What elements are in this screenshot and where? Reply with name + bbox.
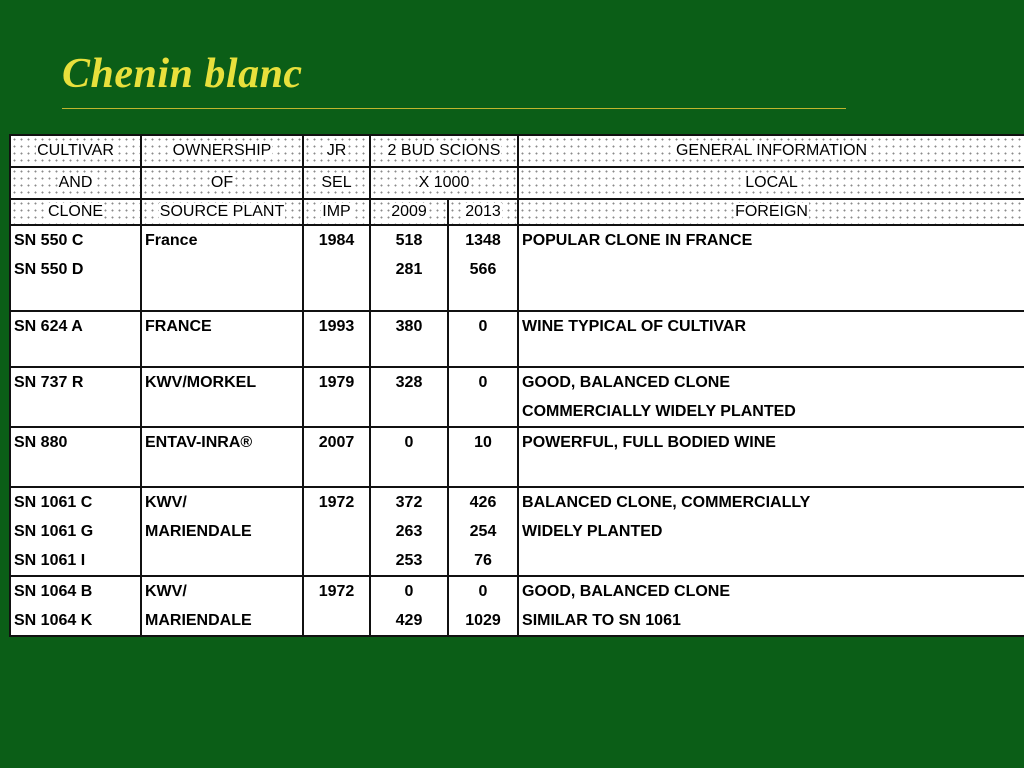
header-jr: IMP xyxy=(303,199,370,225)
scions-2013-cell: 10 xyxy=(448,427,518,487)
table-row xyxy=(10,427,1024,487)
year-cell: 1972 xyxy=(303,487,370,576)
clone-table xyxy=(9,134,1024,637)
year-cell: 1979 xyxy=(303,367,370,427)
header-ownership: OF xyxy=(141,167,303,199)
clone-cell: SN 624 A xyxy=(10,311,141,367)
scions-2009-cell: 372 263 253 xyxy=(370,487,448,576)
info-cell: BALANCED CLONE, COMMERCIALLY WIDELY PLANTED xyxy=(518,487,1024,576)
owner-cell: ENTAV-INRA® xyxy=(141,427,303,487)
header-jr: SEL xyxy=(303,167,370,199)
header-jr: JR xyxy=(303,135,370,167)
scions-2009-cell: 0 429 xyxy=(370,576,448,636)
owner-cell: FRANCE xyxy=(141,311,303,367)
header-row xyxy=(10,167,1024,199)
owner-cell: France xyxy=(141,225,303,311)
scions-2009-cell: 380 xyxy=(370,311,448,367)
scions-2013-cell: 0 xyxy=(448,311,518,367)
scions-2013-cell: 426 254 76 xyxy=(448,487,518,576)
scions-2009-cell: 0 xyxy=(370,427,448,487)
header-year-2009: 2009 xyxy=(370,199,448,225)
scions-2013-cell: 0 xyxy=(448,367,518,427)
table-row xyxy=(10,311,1024,367)
owner-cell: KWV/ MARIENDALE xyxy=(141,487,303,576)
table-row xyxy=(10,487,1024,576)
info-cell: POPULAR CLONE IN FRANCE xyxy=(518,225,1024,311)
header-general-information: FOREIGN xyxy=(518,199,1024,225)
year-cell: 1993 xyxy=(303,311,370,367)
title-divider xyxy=(62,108,846,109)
header-scions: X 1000 xyxy=(370,167,518,199)
clone-cell: SN 880 xyxy=(10,427,141,487)
header-ownership: OWNERSHIP xyxy=(141,135,303,167)
header-ownership: SOURCE PLANT xyxy=(141,199,303,225)
header-general-information: GENERAL INFORMATION xyxy=(518,135,1024,167)
header-general-information: LOCAL xyxy=(518,167,1024,199)
header-row xyxy=(10,199,1024,225)
scions-2009-cell: 518 281 xyxy=(370,225,448,311)
table-row xyxy=(10,225,1024,311)
header-scions: 2 BUD SCIONS xyxy=(370,135,518,167)
info-cell: WINE TYPICAL OF CULTIVAR xyxy=(518,311,1024,367)
info-cell: POWERFUL, FULL BODIED WINE xyxy=(518,427,1024,487)
scions-2009-cell: 328 xyxy=(370,367,448,427)
scions-2013-cell: 0 1029 xyxy=(448,576,518,636)
header-year-2013: 2013 xyxy=(448,199,518,225)
owner-cell: KWV/MORKEL xyxy=(141,367,303,427)
year-cell: 1984 xyxy=(303,225,370,311)
clone-cell: SN 1064 B SN 1064 K xyxy=(10,576,141,636)
info-cell: GOOD, BALANCED CLONE SIMILAR TO SN 1061 xyxy=(518,576,1024,636)
header-cultivar: AND xyxy=(10,167,141,199)
clone-cell: SN 550 C SN 550 D xyxy=(10,225,141,311)
owner-cell: KWV/ MARIENDALE xyxy=(141,576,303,636)
table-row xyxy=(10,367,1024,427)
table-row xyxy=(10,576,1024,636)
header-cultivar: CLONE xyxy=(10,199,141,225)
header-cultivar: CULTIVAR xyxy=(10,135,141,167)
clone-cell: SN 737 R xyxy=(10,367,141,427)
info-cell: GOOD, BALANCED CLONE COMMERCIALLY WIDELY PLANTED xyxy=(518,367,1024,427)
year-cell: 2007 xyxy=(303,427,370,487)
year-cell: 1972 xyxy=(303,576,370,636)
clone-cell: SN 1061 C SN 1061 G SN 1061 I xyxy=(10,487,141,576)
scions-2013-cell: 1348 566 xyxy=(448,225,518,311)
page-title: Chenin blanc xyxy=(62,51,303,97)
header-row xyxy=(10,135,1024,167)
